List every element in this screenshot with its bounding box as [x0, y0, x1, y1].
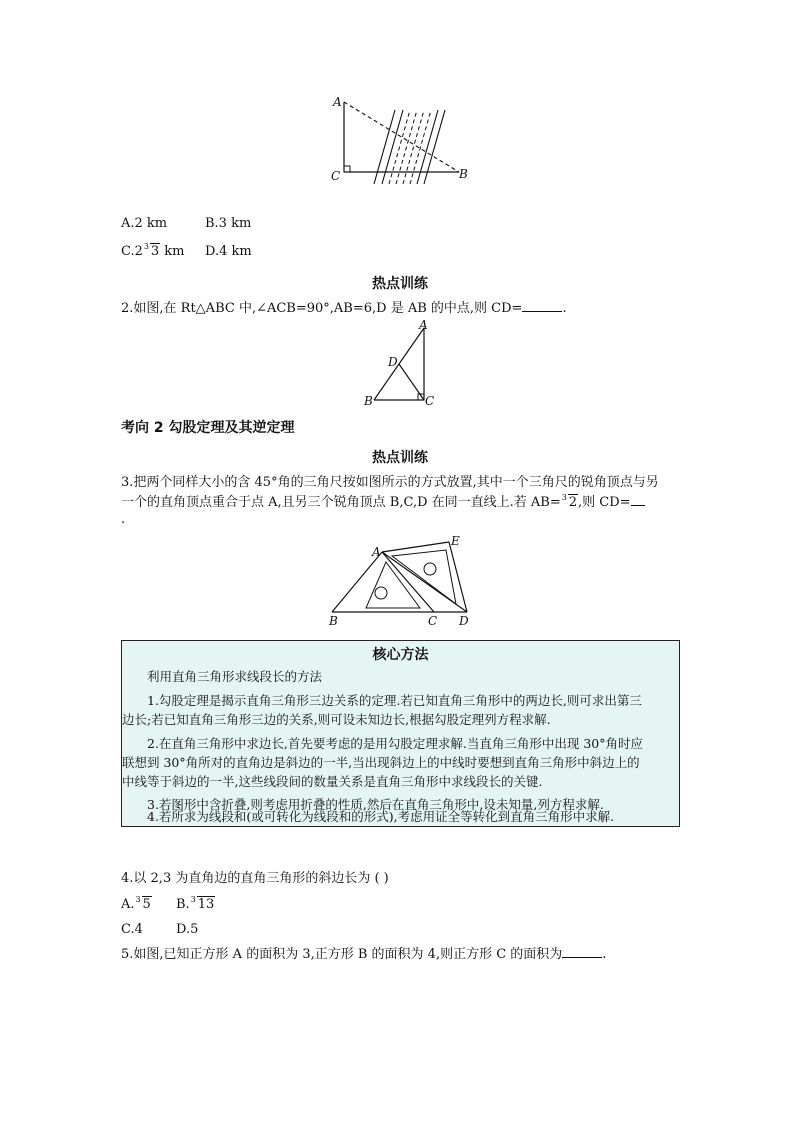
- q4-option-a-prefix: A.: [121, 897, 135, 912]
- river-bank-1: [374, 110, 395, 184]
- root-index: 3: [135, 895, 141, 904]
- root-radicand: 13: [197, 897, 215, 912]
- root-index: 3: [561, 493, 567, 502]
- section-title-hot-training-2: 热点训练: [372, 450, 428, 466]
- method-point-1-line-2: 边长;若已知直角三角形三边的关系,则可设未知边长,根据勾股定理列方程求解.: [122, 712, 551, 727]
- core-method-box: [121, 640, 680, 827]
- q4-option-d: D.5: [176, 922, 199, 937]
- segment-ab-dashed: [344, 102, 459, 172]
- hole-circle-1: [375, 587, 387, 599]
- point-label-d: D: [388, 355, 398, 369]
- answer-blank: [522, 299, 562, 312]
- core-method-intro: 利用直角三角形求线段长的方法: [147, 669, 323, 684]
- section-title-hot-training: 热点训练: [372, 276, 428, 292]
- method-point-2-line-2: 联想到 30°角所对的直角边是斜边的一半,当出现斜边上的中线时要想到直角三角形中斜边上的: [122, 755, 640, 770]
- section-title-pythagorean: 考向 2 勾股定理及其逆定理: [121, 420, 295, 436]
- method-point-4: 4.若所求为线段和(或可转化为线段和的形式),考虑用证全等转化到直角三角形中求解.: [147, 809, 615, 824]
- question-2-text: 2.如图,在 Rt△ABC 中,∠ACB=90°,AB=6,D 是 AB 的中点,则 CD=: [121, 301, 523, 316]
- q1-option-c: [121, 242, 185, 261]
- segment-dc: [399, 364, 424, 400]
- right-angle-mark: [344, 166, 350, 172]
- question-5: [121, 945, 606, 964]
- segment-ab: [332, 552, 382, 612]
- cube-root: [135, 895, 152, 914]
- root-radicand: 3: [150, 244, 160, 259]
- inner-triangle-cutout: [366, 562, 420, 608]
- question-3-line-3: .: [121, 512, 126, 527]
- point-label-b: B: [459, 167, 468, 181]
- point-label-e: E: [451, 534, 460, 548]
- inner-triangle-cutout-2: [392, 550, 456, 604]
- method-point-2-line-3: 中线等于斜边的一半,这些线段间的数量关系是直角三角形中求线段长的关键.: [122, 774, 543, 789]
- question-3-line-1: 3.把两个同样大小的含 45°角的三角尺按如图所示的方式放置,其中一个三角尺的锐角顶点与另: [121, 475, 659, 490]
- cube-root: [190, 895, 216, 914]
- method-point-3: 3.若图形中含折叠,则考虑用折叠的性质,然后在直角三角形中,设未知量,列方程求解.: [147, 797, 604, 812]
- q1-option-c-prefix: C.2: [121, 244, 143, 259]
- question-2: [121, 299, 567, 318]
- point-label-c: C: [425, 394, 435, 408]
- answer-blank: [631, 493, 645, 506]
- q1-option-d: D.4 km: [205, 244, 252, 259]
- root-index: 3: [190, 895, 196, 904]
- question-3-line-2: [121, 493, 645, 512]
- q1-option-a: A.2 km: [121, 216, 168, 231]
- question-5-end: .: [602, 947, 607, 962]
- core-method-title: 核心方法: [372, 647, 429, 663]
- q4-option-b-prefix: B.: [176, 897, 190, 912]
- q4-option-b: [176, 895, 215, 914]
- cube-root: [143, 242, 160, 261]
- root-index: 3: [143, 242, 149, 251]
- question-2-end: .: [562, 301, 567, 316]
- method-point-2-line-1: 2.在直角三角形中求边长,首先要考虑的是用勾股定理求解.当直角三角形中出现 30°角时应: [147, 736, 644, 751]
- cube-root: [561, 493, 578, 512]
- point-label-a: A: [333, 95, 342, 109]
- question-3-text: 一个的直角顶点重合于点 A,且另三个锐角顶点 B,C,D 在同一直线上.若 AB=: [121, 495, 561, 510]
- figure-right-triangle-midpoint: [362, 318, 442, 408]
- root-radicand: 5: [142, 897, 151, 912]
- hole-circle-2: [424, 563, 436, 575]
- point-label-a: A: [419, 318, 428, 332]
- point-label-b: B: [364, 394, 373, 408]
- point-label-d: D: [459, 614, 469, 628]
- figure-two-set-squares: [322, 532, 482, 628]
- root-radicand: 2: [568, 495, 578, 510]
- question-4: 4.以 2,3 为直角边的直角三角形的斜边长为 ( ): [121, 871, 389, 886]
- answer-blank: [562, 945, 602, 958]
- method-point-1-line-1: 1.勾股定理是揭示直角三角形三边关系的定理.若已知直角三角形中的两边长,则可求出第三: [147, 693, 642, 708]
- q1-option-c-unit: km: [160, 244, 185, 259]
- question-3-text-post: ,则 CD=: [578, 495, 631, 510]
- q4-option-c: C.4: [121, 922, 143, 937]
- q4-option-a: [121, 895, 152, 914]
- question-5-text: 5.如图,已知正方形 A 的面积为 3,正方形 B 的面积为 4,则正方形 C 的面积为: [121, 947, 563, 962]
- q1-option-b: B.3 km: [205, 216, 252, 231]
- point-label-c: C: [331, 169, 341, 183]
- point-label-c: C: [428, 614, 438, 628]
- point-label-b: B: [329, 614, 338, 628]
- figure-river-triangle: [325, 92, 475, 184]
- point-label-a: A: [372, 545, 381, 559]
